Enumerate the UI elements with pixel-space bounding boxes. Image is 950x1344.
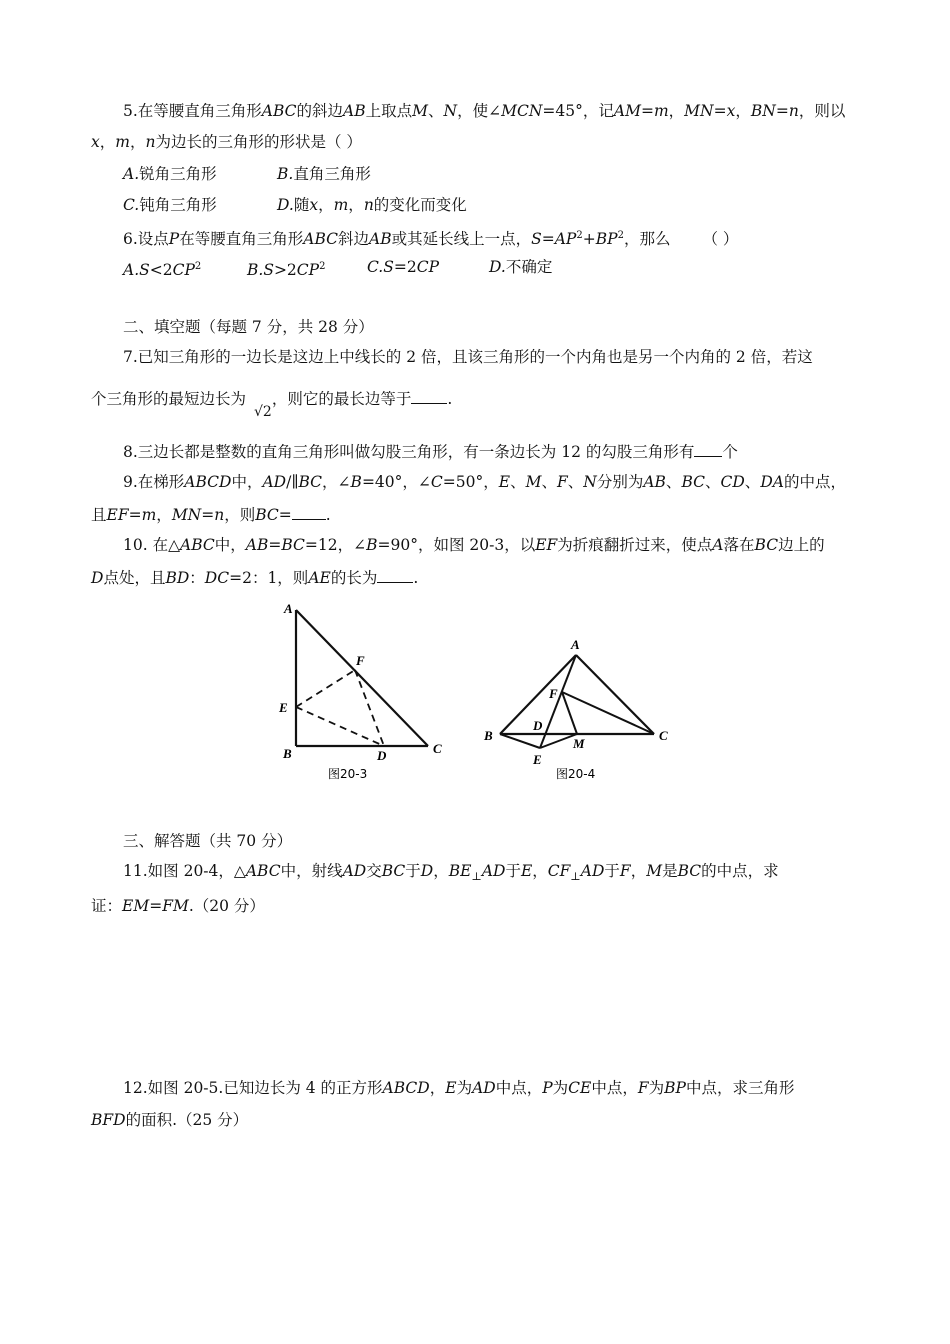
q11-line1: 11.如图 20-4，△ABC中，射线AD交BC于D，$BE_\perp AD$于E，$CF_\perp AD$于F，M是BC的中点，求 <box>123 862 779 884</box>
q5-option-d: D.随x，m，n的变化而变化 <box>277 196 467 214</box>
fig204-label-f: F <box>549 686 558 701</box>
fig204-side-ac <box>576 655 654 734</box>
fig203-label-f: F <box>356 653 365 668</box>
fig203-fold-ef <box>296 670 355 707</box>
fig203-label-e: E <box>279 700 288 715</box>
fig204-label-m: M <box>573 736 585 751</box>
fig204-label-e: E <box>533 752 542 767</box>
figure-20-3 <box>270 598 460 788</box>
section-2-heading: 二、填空题（每题 7 分，共 28 分） <box>123 318 374 336</box>
q5-option-a: A.锐角三角形 <box>123 165 217 183</box>
fig203-label-b: B <box>283 746 292 761</box>
q7-line1: 7.已知三角形的一边长是这边上中线长的 2 倍，且该三角形的一个内角也是另一个内角的 2 倍，若这 <box>123 348 813 366</box>
fig204-label-d: D <box>533 718 543 733</box>
q5-line2: x，m，n为边长的三角形的形状是（ ） <box>91 133 362 151</box>
figure-20-4 <box>478 630 678 790</box>
q9-line1: 9.在梯形ABCD中，AD/∥BC，∠B=40°，∠C=50°，E、M、F、N分别为AB、BC、CD、DA的中点， <box>123 473 846 491</box>
fig204-caption: 图20-4 <box>556 767 596 781</box>
q12-line1: 12.如图 20-5.已知边长为 4 的正方形ABCD，E为AD中点，P为CE中点，F为BP中点，求三角形 <box>123 1079 795 1097</box>
fig204-label-b: B <box>484 728 493 743</box>
q5-option-c: C.钝角三角形 <box>123 196 217 214</box>
fig203-fold-fd <box>355 670 384 746</box>
fig204-seg-be <box>500 734 540 748</box>
q10-line1: 10. 在△ABC中，AB=BC=12，∠B=90°，如图 20-3，以EF为折痕翻折过来，使点A落在BC边上的 <box>123 536 825 554</box>
fig203-label-a: A <box>284 601 293 616</box>
q9-line2: 且EF=m，MN=n，则BC= . <box>91 503 331 526</box>
q6-option-d: D.不确定 <box>489 258 553 276</box>
fig203-label-d: D <box>377 748 387 763</box>
fig203-side-ac <box>296 610 428 746</box>
q6-line1: 6.设点P在等腰直角三角形ABC斜边AB或其延长线上一点，$S=AP^2+BP^2$，那么 （ ） <box>123 230 739 249</box>
q12-line2: BFD的面积.（25 分） <box>91 1111 249 1129</box>
q10-line2: D点处，且BD：DC=2：1，则AE的长为 . <box>91 566 418 589</box>
q6-option-c: C.S=2CP <box>367 258 440 276</box>
fig204-label-a: A <box>571 637 580 652</box>
fig204-label-c: C <box>659 728 668 743</box>
fig203-label-c: C <box>433 741 442 756</box>
fig203-caption: 图20-3 <box>328 767 368 781</box>
q6-option-a: $A.S<2CP^2$ <box>123 261 202 280</box>
q7-line2: 个三角形的最短边长为√2，则它的最长边等于 . <box>91 387 452 411</box>
fig203-fold-ed <box>296 707 384 746</box>
section-3-heading: 三、解答题（共 70 分） <box>123 832 293 850</box>
q5-option-b: B.直角三角形 <box>277 165 371 183</box>
q8-line: 8.三边长都是整数的直角三角形叫做勾股三角形，有一条边长为 12 的勾股三角形有 个 <box>123 440 738 463</box>
q11-line2: 证：EM=FM.（20 分） <box>91 897 265 915</box>
q6-option-b: $B.S>2CP^2$ <box>247 261 326 280</box>
q5-line1: 5.在等腰直角三角形ABC的斜边AB上取点M、N，使∠MCN=45°，记AM=m，MN=x，BN=n，则以 <box>123 102 846 120</box>
